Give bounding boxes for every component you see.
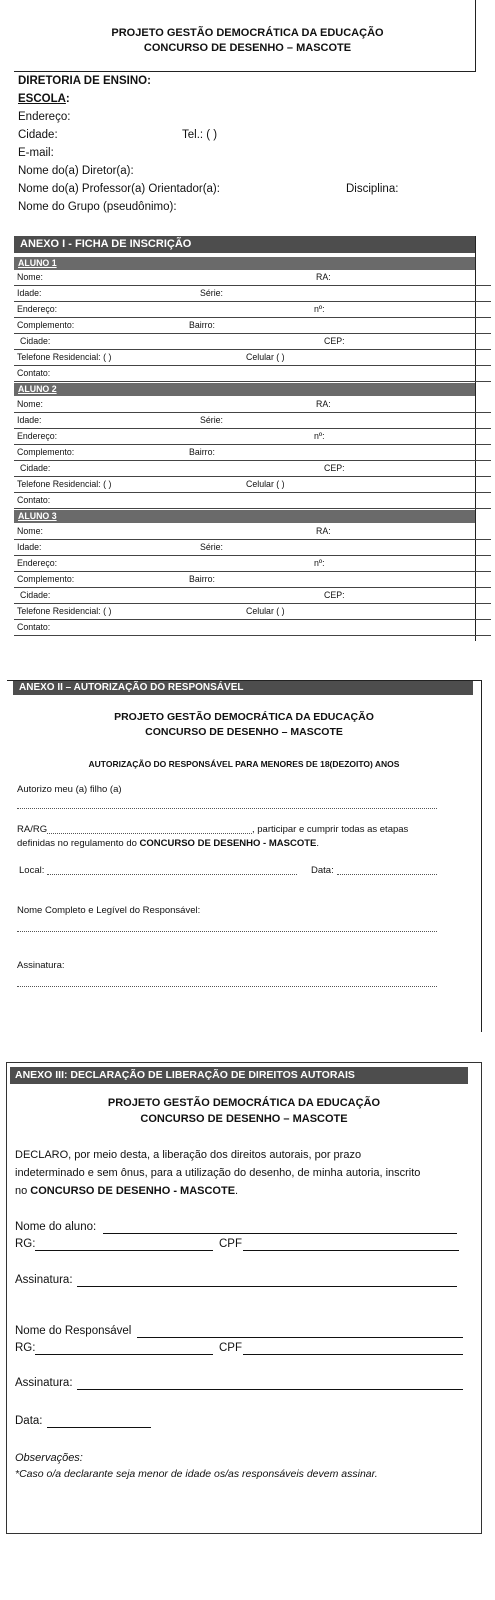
assinatura-resp-line[interactable] [77,1389,463,1390]
cpf-label: CPF [219,1238,242,1250]
nome-aluno-line[interactable] [103,1233,457,1234]
observacoes-text: *Caso o/a declarante seja menor de idade os/as responsáveis devem assinar. [15,1468,378,1480]
declaration-line-3: no CONCURSO DE DESENHO - MASCOTE. [15,1185,239,1197]
endereco-label: Endereço: [18,111,71,123]
annex2-authorization [7,680,482,1032]
student-3-row-idade: Idade: Série: [14,540,491,556]
data-label: Data: [15,1415,43,1427]
student-2-header: ALUNO 2 [14,383,475,396]
student-3-row-contato: Contato: [14,620,491,636]
cpf-resp-line[interactable] [243,1354,463,1355]
annex2-title2: CONCURSO DE DESENHO – MASCOTE [145,726,343,738]
student-2-row-contato: Contato: [14,493,491,509]
rg-line[interactable] [35,1250,213,1251]
student-2-row-nome: Nome: RA: [14,397,491,413]
student-3-row-telefone: Telefone Residencial: ( ) Celular ( ) [14,604,491,620]
rarg-label: RA/RG [17,824,48,835]
student-2-row-idade: Idade: Série: [14,413,491,429]
student-1-row-complemento: Complemento: Bairro: [14,318,491,334]
nome-responsavel-label: Nome Completo e Legível do Responsável: [17,905,201,916]
autorizo-label: Autorizo meu (a) filho (a) [17,784,122,795]
professor-label: Nome do(a) Professor(a) Orientador(a): [18,183,220,195]
student-2-row-cidade: Cidade: CEP: [14,461,491,477]
nome-responsavel-line[interactable] [137,1337,463,1338]
student-1-row-contato: Contato: [14,366,491,382]
student-3-row-cidade: Cidade: CEP: [14,588,491,604]
nome-responsavel-line[interactable] [17,931,437,932]
student-1-row-telefone: Telefone Residencial: ( ) Celular ( ) [14,350,491,366]
student-2-row-telefone: Telefone Residencial: ( ) Celular ( ) [14,477,491,493]
local-line[interactable] [47,874,297,875]
student-2-row-complemento: Complemento: Bairro: [14,445,491,461]
nome-aluno-label: Nome do aluno: [15,1221,97,1233]
participar-text: , participar e cumprir todas as etapas [252,824,409,835]
annex2-bar: ANEXO II – AUTORIZAÇÃO DO RESPONSÁVEL [13,681,473,695]
project-title: PROJETO GESTÃO DEMOCRÁTICA DA EDUCAÇÃO [111,27,384,39]
annex2-subtitle: AUTORIZAÇÃO DO RESPONSÁVEL PARA MENORES DE 18(DEZOITO) ANOS [88,759,400,769]
rg-label: RG: [15,1238,36,1250]
regulamento-text: definidas no regulamento do CONCURSO DE DESENHO - MASCOTE. [17,838,319,849]
assinatura-resp-label: Assinatura: [15,1377,73,1389]
tel-label: Tel.: ( ) [182,129,218,141]
school-info-section [0,0,495,650]
student-3-row-complemento: Complemento: Bairro: [14,572,491,588]
student-3-row-endereco: Endereço: nº: [14,556,491,572]
diretoria-label: DIRETORIA DE ENSINO: [18,75,151,87]
annex3-declaration [6,1062,482,1534]
data-label: Data: [311,865,334,876]
disciplina-label: Disciplina: [346,183,399,195]
student-1-row-endereco: Endereço: nº: [14,302,491,318]
assinatura-aluno-line[interactable] [77,1286,457,1287]
student-3-row-nome: Nome: RA: [14,524,491,540]
student-1-row-nome: Nome: RA: [14,270,491,286]
annex3-title1: PROJETO GESTÃO DEMOCRÁTICA DA EDUCAÇÃO [107,1097,381,1109]
student-1-header: ALUNO 1 [14,257,475,270]
email-label: E-mail: [18,147,54,159]
cidade-label: Cidade: [18,129,58,141]
student-1-row-idade: Idade: Série: [14,286,491,302]
escola-label: ESCOLA: [18,93,70,105]
local-label: Local: [19,865,45,876]
data-line[interactable] [337,874,437,875]
cpf-resp-label: CPF [219,1342,242,1354]
grupo-label: Nome do Grupo (pseudônimo): [18,201,177,213]
declaration-line-1: DECLARO, por meio desta, a liberação dos direitos autorais, por prazo [15,1149,362,1161]
assinatura-label: Assinatura: [17,960,65,971]
contest-title: CONCURSO DE DESENHO – MASCOTE [143,42,352,54]
rg-resp-label: RG: [15,1342,36,1354]
assinatura-aluno-label: Assinatura: [15,1274,73,1286]
divider [475,0,476,72]
assinatura-line[interactable] [17,986,437,987]
student-2-row-endereco: Endereço: nº: [14,429,491,445]
annex1-bar: ANEXO I - FICHA DE INSCRIÇÃO [14,236,475,253]
annex3-bar: ANEXO III: DECLARAÇÃO DE LIBERAÇÃO DE DIREITOS AUTORAIS [10,1067,468,1084]
cpf-line[interactable] [243,1250,459,1251]
data-line[interactable] [47,1427,151,1428]
child-name-line[interactable] [17,808,437,809]
divider [14,71,476,72]
observacoes-title: Observações: [15,1452,83,1464]
annex2-title1: PROJETO GESTÃO DEMOCRÁTICA DA EDUCAÇÃO [114,711,374,723]
annex3-title2: CONCURSO DE DESENHO – MASCOTE [140,1113,348,1125]
student-1-row-cidade: Cidade: CEP: [14,334,491,350]
declaration-line-2: indeterminado e sem ônus, para a utilização do desenho, de minha autoria, inscrito [15,1167,421,1179]
diretor-label: Nome do(a) Diretor(a): [18,165,134,177]
nome-responsavel-label: Nome do Responsável [15,1325,132,1337]
student-3-header: ALUNO 3 [14,510,475,523]
rg-resp-line[interactable] [35,1354,213,1355]
rarg-line[interactable] [47,833,252,834]
